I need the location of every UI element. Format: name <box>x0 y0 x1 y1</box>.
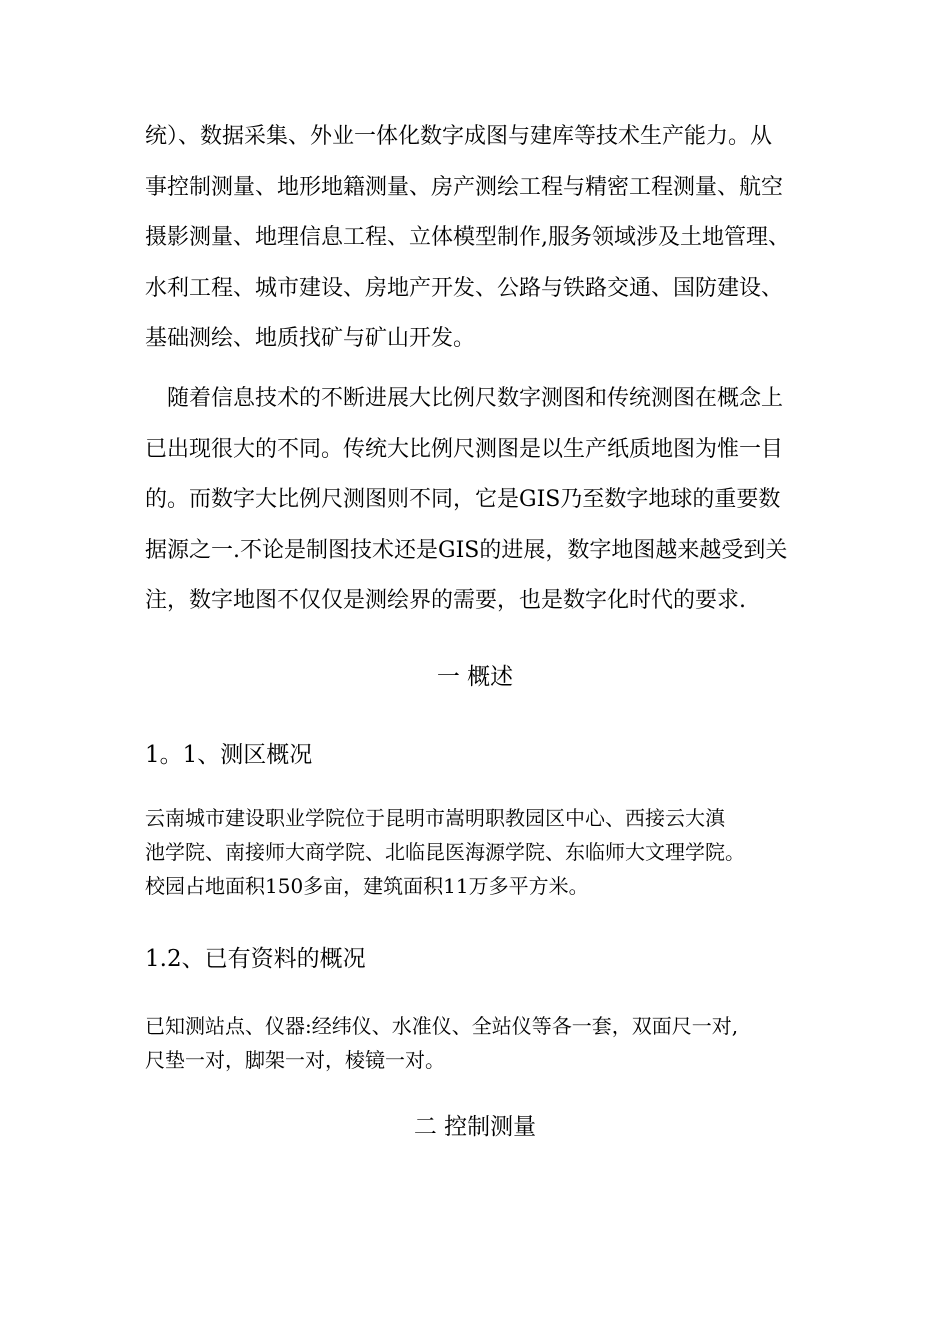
intro-paragraph <box>145 112 810 365</box>
text-line: 已出现很大的不同。传统大比例尺测图是以生产纸质地图为惟一目 <box>145 436 784 462</box>
text-line: 云南城市建设职业学院位于昆明市嵩明职教园区中心、西接云大滇 <box>145 806 725 830</box>
digital-mapping-paragraph <box>145 374 810 627</box>
text-line: 尺垫一对，脚架一对，棱镜一对。 <box>145 1048 445 1072</box>
subsection-heading-existing-data: 1.2、已有资料的概况 <box>145 946 366 972</box>
text-line: 池学院、南接师大商学院、北临昆医海源学院、东临师大文理学院。 <box>145 840 745 864</box>
existing-data-paragraph <box>145 1009 810 1077</box>
text-line: 据源之一.不论是制图技术还是GIS的进展，数字地图越来越受到关 <box>145 537 788 563</box>
text-line: 校园占地面积150多亩，建筑面积11万多平方米。 <box>145 874 589 898</box>
section-heading-overview: 一 概述 <box>436 664 514 690</box>
text-line: 的。而数字大比例尺测图则不同，它是GIS乃至数字地球的重要数 <box>145 487 781 512</box>
text-line: 随着信息技术的不断进展大比例尺数字测图和传统测图在概念上 <box>167 386 784 411</box>
section-heading-control-survey: 二 控制测量 <box>413 1114 537 1140</box>
subsection-heading-survey-area: 1。1、测区概况 <box>145 742 313 768</box>
survey-area-paragraph <box>145 801 810 903</box>
text-line: 已知测站点、仪器:经纬仪、水准仪、全站仪等各一套，双面尺一对, <box>145 1014 739 1038</box>
text-line: 统）、数据采集、外业一体化数字成图与建库等技术生产能力。从 <box>145 124 773 149</box>
text-line: 基础测绘、地质找矿与矿山开发。 <box>145 326 476 351</box>
text-line: 注，数字地图不仅仅是测绘界的需要，也是数字化时代的要求. <box>145 588 746 613</box>
text-line: 事控制测量、地形地籍测量、房产测绘工程与精密工程测量、航空 <box>145 174 784 200</box>
text-line: 水利工程、城市建设、房地产开发、公路与铁路交通、国防建设、 <box>145 275 784 301</box>
text-line: 摄影测量、地理信息工程、立体模型制作,服务领域涉及土地管理、 <box>145 225 790 250</box>
